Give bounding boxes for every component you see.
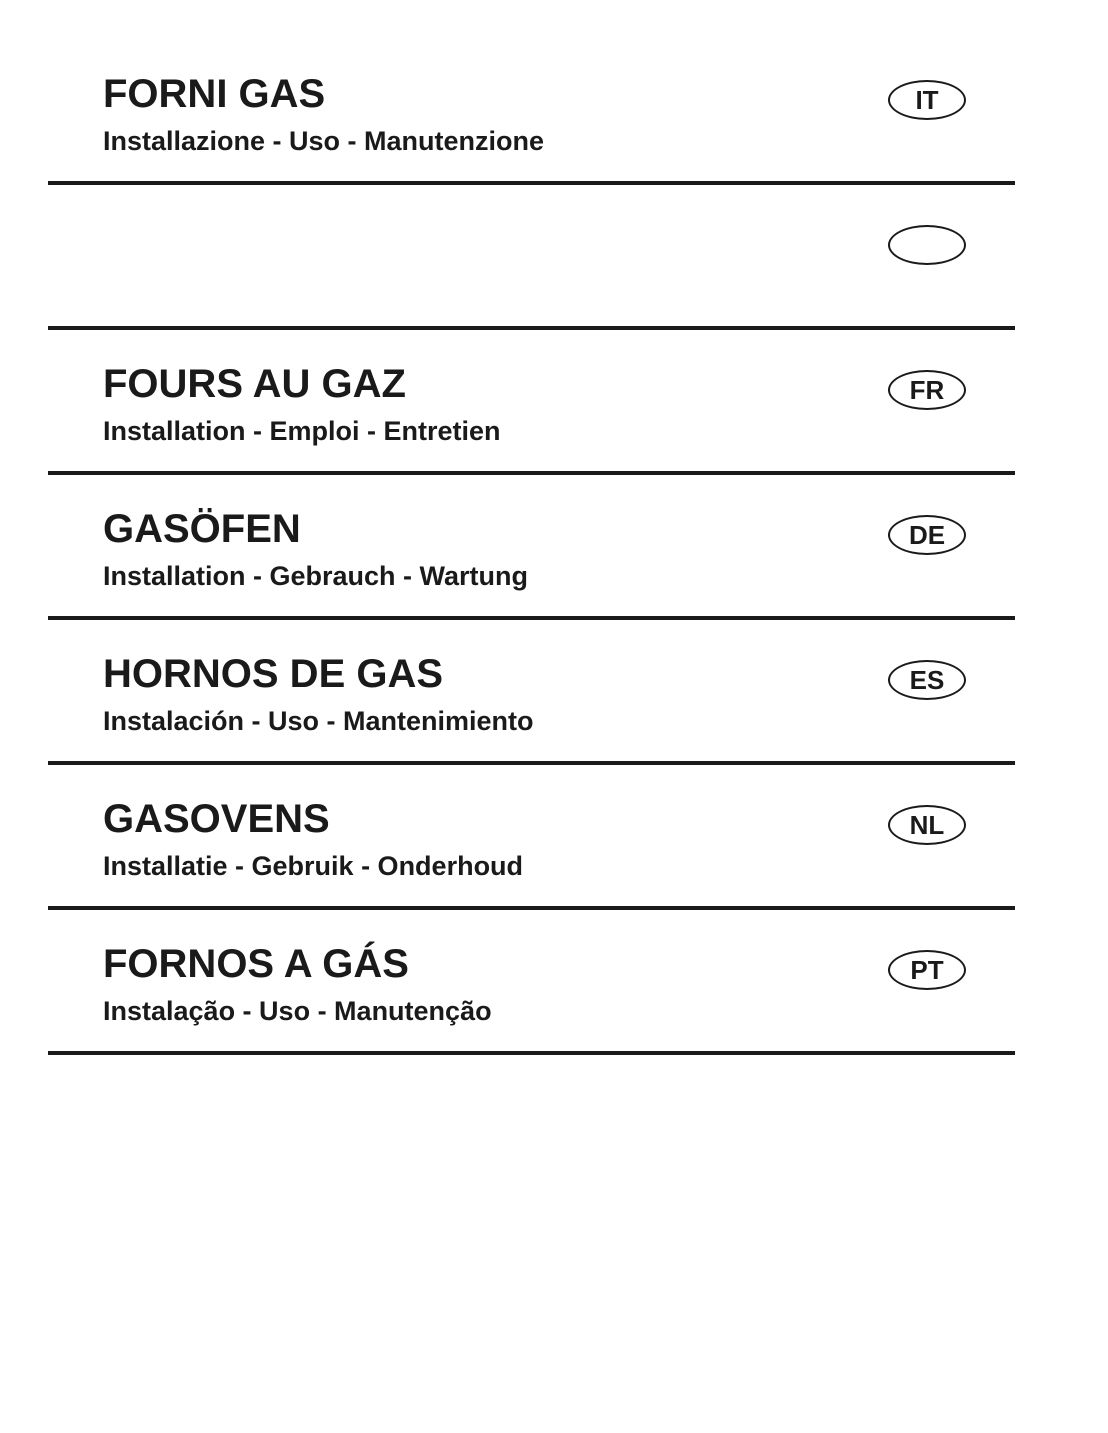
section-title: GASOVENS xyxy=(103,797,330,841)
language-section-pt xyxy=(48,910,1015,1055)
section-subtitle: Installation - Emploi - Entretien xyxy=(103,416,501,446)
section-title: HORNOS DE GAS xyxy=(103,652,444,696)
language-code-badge: DE xyxy=(888,515,966,555)
section-subtitle: Installatie - Gebruik - Onderhoud xyxy=(103,851,524,881)
section-title: FORNI GAS xyxy=(103,72,326,116)
section-title: GASÖFEN xyxy=(103,507,301,551)
language-code-badge: ES xyxy=(888,660,966,700)
language-code-badge: FR xyxy=(888,370,966,410)
language-code-badge xyxy=(888,225,966,265)
language-section-de xyxy=(48,475,1015,620)
language-code-badge: PT xyxy=(888,950,966,990)
section-title: FORNOS A GÁS xyxy=(103,942,409,986)
section-subtitle: Installation - Gebrauch - Wartung xyxy=(103,561,529,591)
section-subtitle: Instalación - Uso - Mantenimiento xyxy=(103,706,534,736)
language-section-es xyxy=(48,620,1015,765)
language-section-fr xyxy=(48,330,1015,475)
language-section-it xyxy=(48,40,1015,185)
language-section-nl xyxy=(48,765,1015,910)
language-code-badge: IT xyxy=(888,80,966,120)
language-code-badge: NL xyxy=(888,805,966,845)
language-section-list xyxy=(48,40,1015,1055)
section-subtitle: Instalação - Uso - Manutenção xyxy=(103,996,492,1026)
section-title: FOURS AU GAZ xyxy=(103,362,406,406)
language-section-blank xyxy=(48,185,1015,330)
section-subtitle: Installazione - Uso - Manutenzione xyxy=(103,126,545,156)
